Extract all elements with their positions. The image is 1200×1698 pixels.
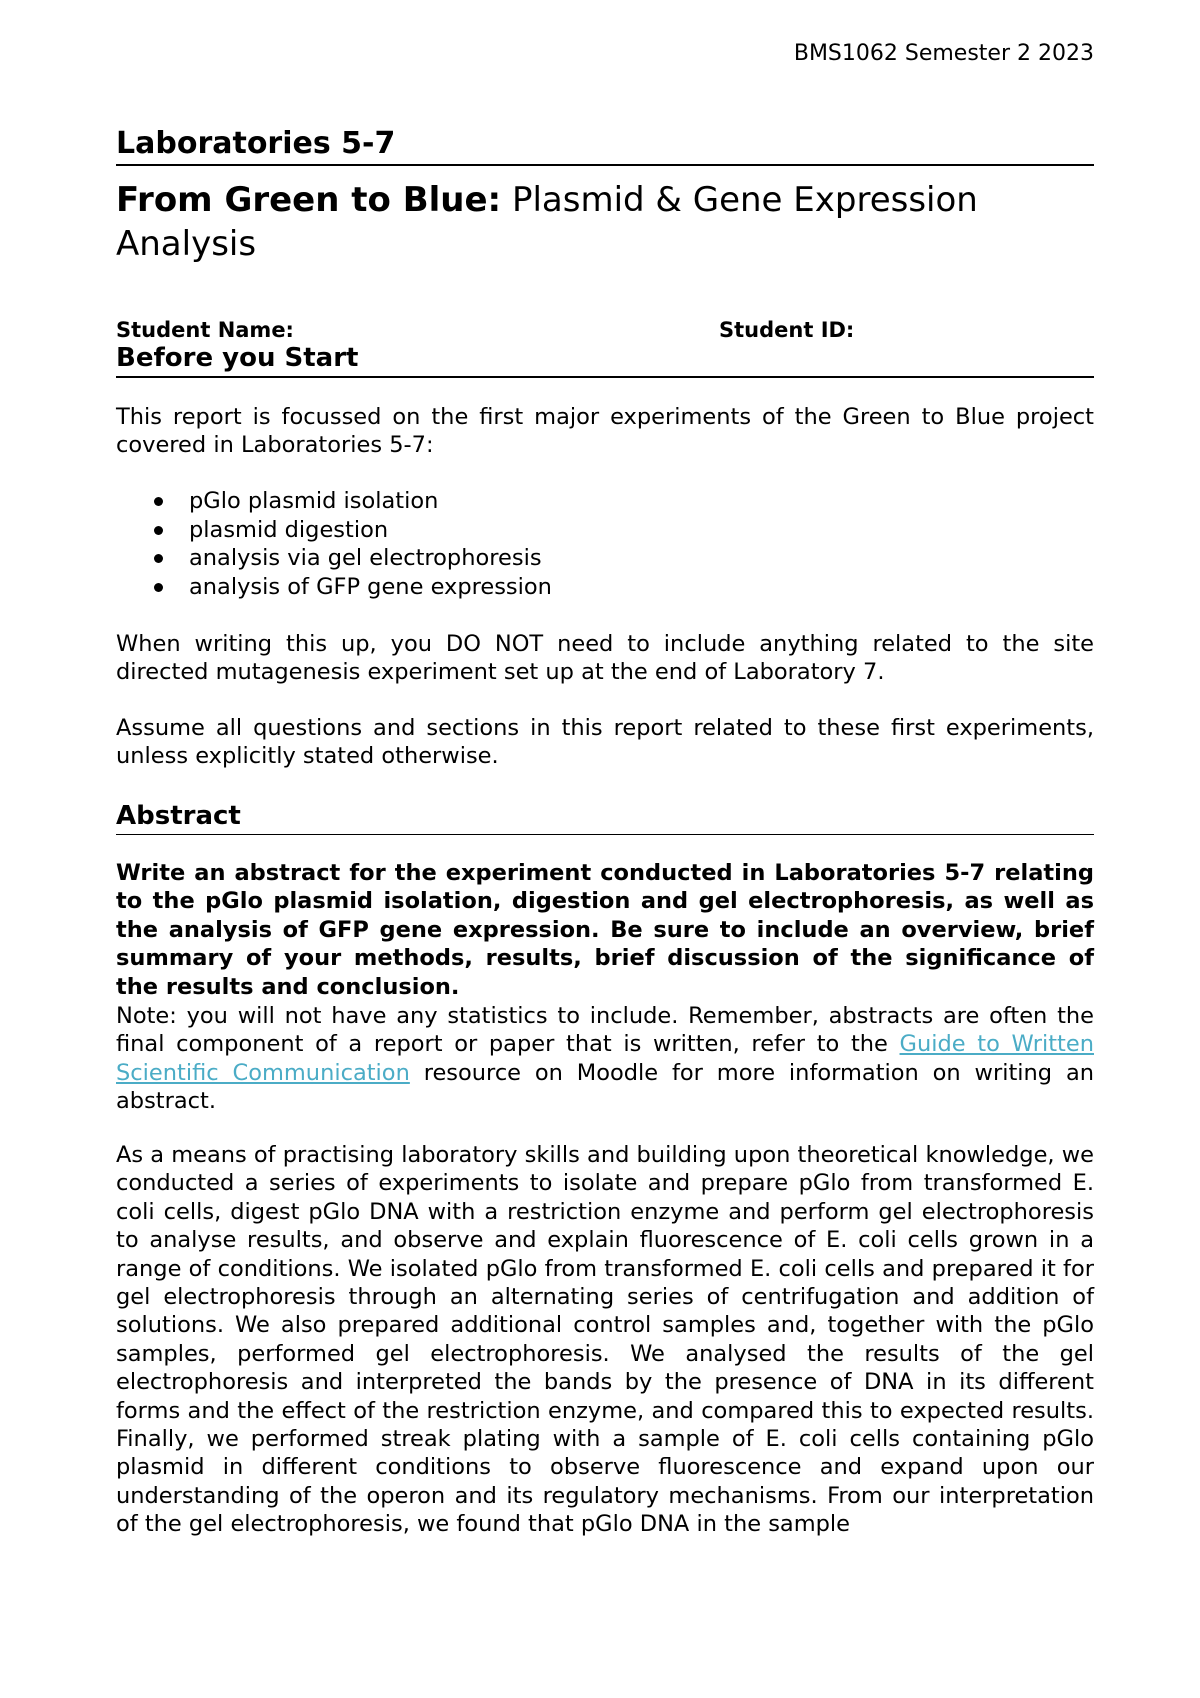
guide-link[interactable]: Guide to Written Scientific Communication — [116, 1031, 1094, 1086]
before-start-heading: Before you Start — [116, 342, 1094, 378]
list-item — [116, 516, 1094, 545]
bullet-icon — [154, 583, 163, 592]
list-item-text: analysis of GFP gene expression — [189, 573, 552, 600]
abstract-body: As a means of practising laboratory skills and building upon theoretical knowledge, we conducted a series of experiments to isolate and prepare pGlo from transformed E. coli cells, digest pGlo DNA with a restriction enzyme and perform gel electrophoresis to analyse results, and observe and explain fluorescence of E. coli cells grown in a range of conditions. We isolated pGlo from transformed E. coli cells and prepared it for gel electrophoresis through an alternating series of centrifugation and addition of solutions. We also prepared additional control samples and, together with the pGlo samples, performed gel electrophoresis. We analysed the results of the gel electrophoresis and interpreted the bands by the presence of DNA in its different forms and the effect of the restriction enzyme, and compared this to expected results. Finally, we performed streak plating with a sample of E. coli cells containing pGlo plasmid in different conditions to observe fluorescence and expand upon our understanding of the operon and its regulatory mechanisms. From our interpretation of the gel electrophoresis, we found that pGlo DNA in the sample — [116, 1142, 1094, 1538]
main-title — [116, 178, 1094, 266]
intro-paragraph: This report is focussed on the first major experiments of the Green to Blue project covered in Laboratories 5-7: — [116, 404, 1094, 459]
student-info-row — [116, 316, 1094, 344]
course-header: BMS1062 Semester 2 2023 — [793, 41, 1094, 66]
student-name-label: Student Name: — [116, 318, 294, 342]
list-item-text: pGlo plasmid isolation — [189, 488, 439, 514]
lab-title: Laboratories 5-7 — [116, 126, 1094, 166]
list-item-text: plasmid digestion — [189, 516, 389, 543]
abstract-heading: Abstract — [116, 800, 1094, 835]
bullet-icon — [154, 554, 163, 563]
bullet-icon — [154, 526, 163, 535]
abstract-note-text-end: resource on Moodle for more information on writing an abstract. — [116, 1059, 1094, 1115]
list-item — [116, 544, 1094, 573]
list-item-text: analysis via gel electrophoresis — [189, 545, 542, 572]
exclusion-paragraph: When writing this up, you DO NOT need to include anything related to the site directed mutagenesis experiment set up at the end of Laboratory 7. — [116, 631, 1094, 686]
experiment-list — [116, 487, 1094, 601]
assumption-paragraph: Assume all questions and sections in this report related to these first experiments, unless explicitly stated otherwise. — [116, 715, 1094, 770]
student-id-label: Student ID: — [719, 318, 855, 342]
abstract-note — [116, 1002, 1094, 1116]
abstract-instruction: Write an abstract for the experiment conducted in Laboratories 5-7 relating to the pGlo plasmid isolation, digestion and gel electrophoresis, as well as the analysis of GFP gene expression. Be sure to include an overview, brief summary of your methods, results, brief discussion of the significance of the results and conclusion. — [116, 860, 1094, 1000]
bullet-icon — [154, 497, 163, 506]
list-item — [116, 487, 1094, 516]
list-item — [116, 573, 1094, 602]
abstract-note-text: Note: you will not have any statistics to include. Remember, abstracts are often the final component of a report or paper that is written, refer to the — [116, 1003, 1094, 1058]
main-title-bold: From Green to Blue: — [116, 180, 502, 220]
main-title-rest: Plasmid & Gene Expression Analysis — [116, 180, 978, 264]
